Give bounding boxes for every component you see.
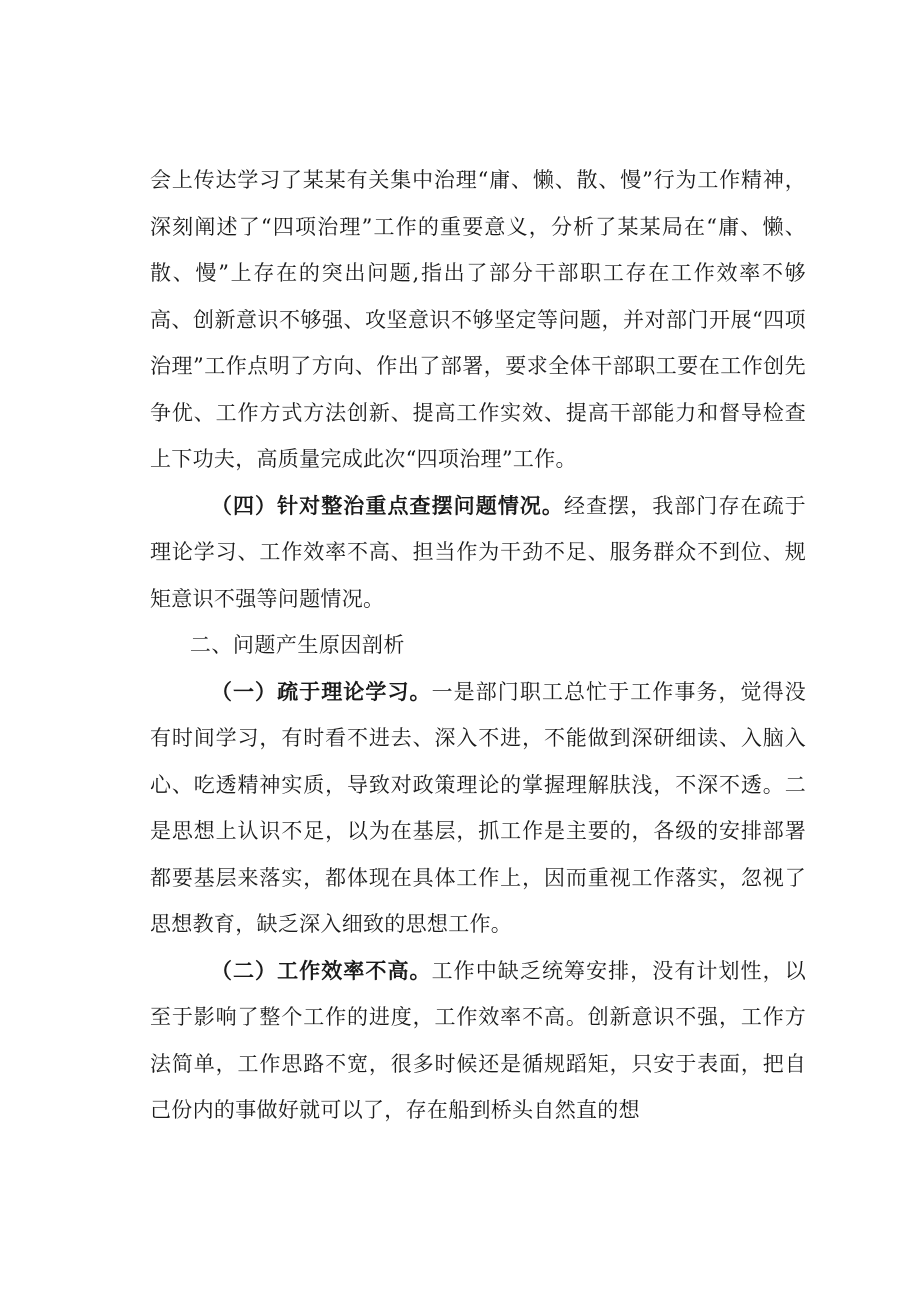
paragraph-text: 会上传达学习了某某有关集中治理“庸、懒、散、慢”行为工作精神，深刻阐述了“四项治理”工作的重要意义，分析了某某局在“庸、懒、散、慢”上存在的突出问题,指出了部分干部职工存在工作效率不够高、创新意识不够强、攻坚意识不够坚定等问题，并对部门开展“四项治理”工作点明了方向、作出了部署，要求全体干部职工要在工作创先争优、工作方式方法创新、提高工作实效、提高干部能力和督导检查上下功夫，高质量完成此次“四项治理”工作。 xyxy=(150,168,806,471)
paragraph-bold-lead: （四）针对整治重点查摆问题情况。 xyxy=(210,492,564,518)
paragraph-text: 工作中缺乏统筹安排，没有计划性，以至于影响了整个工作的进度，工作效率不高。创新意识不强，工作方法简单，工作思路不宽，很多时候还是循规蹈矩，只安于表面，把自己份内的事做好就可以了，存在船到桥头自然直的想 xyxy=(150,958,806,1122)
paragraph-bold-lead: （二）工作效率不高。 xyxy=(210,957,432,983)
paragraph-text: 经查摆，我部门存在疏于理论学习、工作效率不高、担当作为干劲不足、服务群众不到位、规矩意识不强等问题情况。 xyxy=(150,493,806,611)
paragraph-meeting-summary xyxy=(150,157,806,483)
paragraph-bold-lead: （一）疏于理论学习。 xyxy=(210,678,432,704)
paragraph-work-efficiency xyxy=(150,948,806,1134)
section-heading xyxy=(150,622,806,669)
paragraph-text: 一是部门职工总忙于工作事务，觉得没有时间学习，有时看不进去、深入不进，不能做到深研细读、入脑入心、吃透精神实质，导致对政策理论的掌握理解肤浅，不深不透。二是思想上认识不足，以为在基层，抓工作是主要的，各级的安排部署都要基层来落实，都体现在具体工作上，因而重视工作落实，忽视了思想教育，缺乏深入细致的思想工作。 xyxy=(150,679,806,936)
paragraph-problem-check xyxy=(150,483,806,623)
document-body xyxy=(150,157,806,1134)
section-heading-text: 二、问题产生原因剖析 xyxy=(189,633,405,657)
paragraph-theory-study xyxy=(150,669,806,948)
